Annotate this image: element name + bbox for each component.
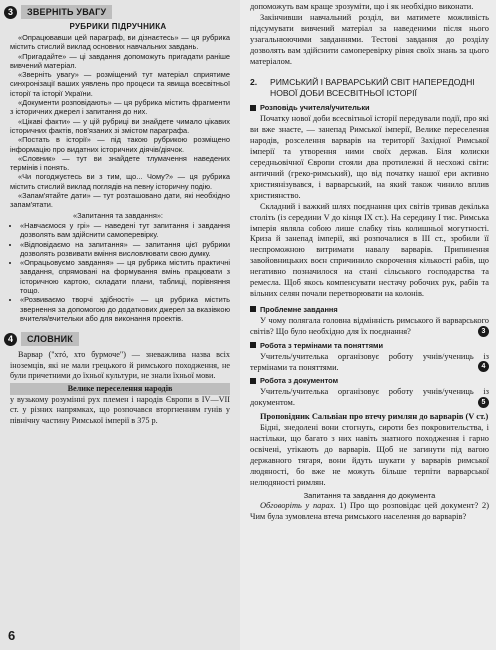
topic-heading bbox=[250, 77, 488, 99]
square-bullet-icon bbox=[250, 342, 256, 348]
terms-badge: 4 bbox=[478, 361, 489, 372]
story-paragraph: Складний і важкий шлях поєднання цих світів тривав декілька століть (із середини V до кінця IX ст.). На середину I тис. Римська імперія являла собою лише слабку тінь колишньої могутності. Криза й занепад імперії, які розпочалися в III ст., зробили її неспроможною витримати навалу варварів. Припинення завойовницьких воєн спричинило скорочення кількості рабів, що негативно позначилося на стані сільського господарства та ремесла. Щоб якось компенсувати нестачу робочих рук, рабів та вільних селян почали перетворювати на колонів. bbox=[250, 201, 489, 298]
document-title: Проповідник Сальвіан про втечу римлян до варварів (V ст.) bbox=[260, 412, 489, 422]
subheading-label: Робота з документом bbox=[260, 376, 339, 386]
section-number-badge: 4 bbox=[4, 333, 17, 346]
task-item: • «Опрацьовуємо завдання» — ця рубрика містить практичні завдання, спрямовані на формування вмінь працювати з історичною картою, складати плани, таблиці, порівняння тощо. bbox=[20, 258, 230, 295]
rubric-paragraph: «Опрацювавши цей параграф, ви дізнаєтесь» — ця рубрика містить стислий виклад основних навчальних завдань. bbox=[10, 33, 230, 52]
questions-instruction: Обговоріть у парах. bbox=[260, 500, 336, 510]
rubrics-title: РУБРИКИ ПІДРУЧНИКА bbox=[69, 22, 167, 31]
topic-title: РИМСЬКИЙ І ВАРВАРСЬКИЙ СВІТ НАПЕРЕДОДНІ НОВОЇ ДОБИ ВСЕСВІТНЬОЇ ІСТОРІЇ bbox=[270, 77, 475, 99]
subheading-label: Проблемне завдання bbox=[260, 304, 338, 314]
teacher-story bbox=[240, 114, 496, 299]
rubric-paragraph: «Постать в історії» — під такою рубрикою розміщено інформацію про видатних історичних діячів/діячок. bbox=[10, 135, 230, 154]
rubrics-body bbox=[0, 33, 236, 210]
questions-body: 1) Про що розповідає цей документ? 2) Чим була зумовлена втеча римського населення до варварів? bbox=[250, 500, 489, 521]
section-header-dictionary bbox=[0, 330, 236, 348]
square-bullet-icon bbox=[250, 306, 256, 312]
subheading-label: Розповідь учителя/учительки bbox=[260, 103, 370, 113]
subheading-terms bbox=[250, 341, 489, 350]
rubric-paragraph: «Запам'ятайте дати» — тут розташовано дати, які необхідно запам'ятати. bbox=[10, 191, 230, 210]
task-item: • «Відповідаємо на запитання» — запитання цієї рубрики дозволять розвивати вміння висловлювати свою думку. bbox=[20, 240, 230, 259]
rubric-paragraph: «Чи погоджуєтесь ви з тим, що... Чому?» — ця рубрика містить стислий виклад поглядів на певну історичну подію. bbox=[10, 172, 230, 191]
intro-line: допоможуть вам краще зрозуміти, що і як необхідно виконати. bbox=[250, 2, 474, 11]
tasks-label: «Запитання та завдання»: bbox=[72, 210, 163, 220]
subheading-problem-task bbox=[250, 305, 489, 314]
left-column bbox=[0, 0, 236, 650]
square-bullet-icon bbox=[250, 378, 256, 384]
subheading-label: Робота з термінами та поняттями bbox=[260, 340, 384, 350]
dictionary-entry-barbarian bbox=[0, 350, 236, 381]
section-title: ЗВЕРНІТЬ УВАГУ bbox=[21, 5, 112, 19]
story-paragraph: Початку нової доби всесвітньої історії передували події, про які ви вже знаєте, — занепад Римської імперії, Велике переселення народів, розселення варварів на території Західної Римської імперії та утворення ними своїх держав. Біля колиски середньовічної Європи стояли два протилежні й несхожі світи: античний (греко-римський), що від початку нашої ери активно християнізувався, і варварський, на який також чинило вплив християнство. bbox=[250, 114, 489, 200]
rubric-paragraph: «Цікаві факти» — у цій рубриці ви знайдете чимало цікавих історичних фактів, пов'язаних зі змістом параграфа. bbox=[10, 116, 230, 135]
document-task-text: Учитель/учителька організовує роботу учнів/учениць із документом. bbox=[250, 387, 489, 408]
document-task bbox=[240, 387, 496, 409]
section-title: СЛОВНИК bbox=[21, 332, 79, 346]
dictionary-term-highlight: Велике переселення народів bbox=[10, 383, 230, 395]
page-number: 6 bbox=[8, 628, 16, 643]
section-number-badge: 3 bbox=[4, 6, 17, 19]
dictionary-entry-migration bbox=[0, 395, 236, 426]
questions-text bbox=[250, 501, 489, 523]
terms-text: Учитель/учителька організовує роботу учнів/учениць із термінами та поняттями. bbox=[250, 351, 489, 372]
problem-text: У чому полягала головна відмінність римського й варварського світів? Що було необхідно для їх поєднання? bbox=[250, 315, 489, 336]
rubric-paragraph: «Зверніть увагу» — розміщений тут матеріал сприятиме синхронізації ваших уявлень про процеси та явища всесвітньої історії та історії України. bbox=[10, 70, 230, 98]
topic-number: 2. bbox=[250, 77, 258, 88]
intro-text bbox=[240, 2, 496, 67]
problem-badge: 3 bbox=[478, 326, 489, 337]
task-item: • «Розвиваємо творчі здібності» — ця рубрика містить звернення за допомогою до додаткових джерел за вказівкою вчителя/вчительки або для виконання проектів. bbox=[20, 295, 230, 323]
square-bullet-icon bbox=[250, 105, 256, 111]
rubric-paragraph: «Словник» — тут ви знайдете тлумачення наведених термінів і понять. bbox=[10, 153, 230, 173]
questions-label: Запитання та завдання до документа bbox=[303, 490, 436, 500]
dictionary-text: Варвар ("хтó, хто бурмоче") — зневажлива назва всіх іноземців, які не мали грецького й римського походження, не були причетними до їхньої культури, не знали їхньої мови. bbox=[10, 350, 230, 380]
document-text: Бідні, знедолені вони стогнуть, сироти без покровительства, і настільки, що багато з них навіть знатного походження і гарно освічені, утікають до варварів. Щоб не загинути під вагою державного тягаря, вони йдуть шукати у варварів римської людяності, бо вже не можуть більше терпіти варварської нелюдяності римлян. bbox=[250, 423, 489, 487]
document-source bbox=[240, 412, 496, 488]
intro-line: Закінчивши навчальний розділ, ви матимете можливість підсумувати вивчений матеріал за наведеними після нього узагальнюючими завданнями. Тестові завдання до розділу дозволять вам здійснити самоперевірку рівня своїх знань за цього матеріалом. bbox=[250, 12, 489, 66]
terms-task bbox=[240, 352, 496, 374]
document-questions bbox=[240, 491, 496, 523]
subheading-teacher-story bbox=[250, 103, 489, 112]
problem-task bbox=[240, 316, 496, 338]
task-item: • «Навчаємося у грі» — наведені тут запитання і завдання дозволять вам здійснити самоперевірку. bbox=[20, 221, 230, 240]
dictionary-text: у вузькому розумінні рух племен і народів Європи в IV—VII ст. у різних напрямках, що розпочався вторгненням гунів у північну частину Римської імперії в 375 р. bbox=[10, 395, 230, 425]
section-header-attention bbox=[0, 3, 236, 21]
right-column bbox=[240, 0, 496, 650]
tasks-list bbox=[10, 221, 230, 323]
document-badge: 5 bbox=[478, 397, 489, 408]
rubric-paragraph: «Документи розповідають» — ця рубрика містить фрагменти з історичних джерел і запитання до них. bbox=[10, 98, 230, 117]
subheading-document bbox=[250, 376, 489, 385]
rubric-paragraph: «Пригадайте» — ці завдання допоможуть пригадати раніше вивчений матеріал. bbox=[10, 51, 230, 70]
tasks-list-wrapper bbox=[0, 221, 236, 323]
